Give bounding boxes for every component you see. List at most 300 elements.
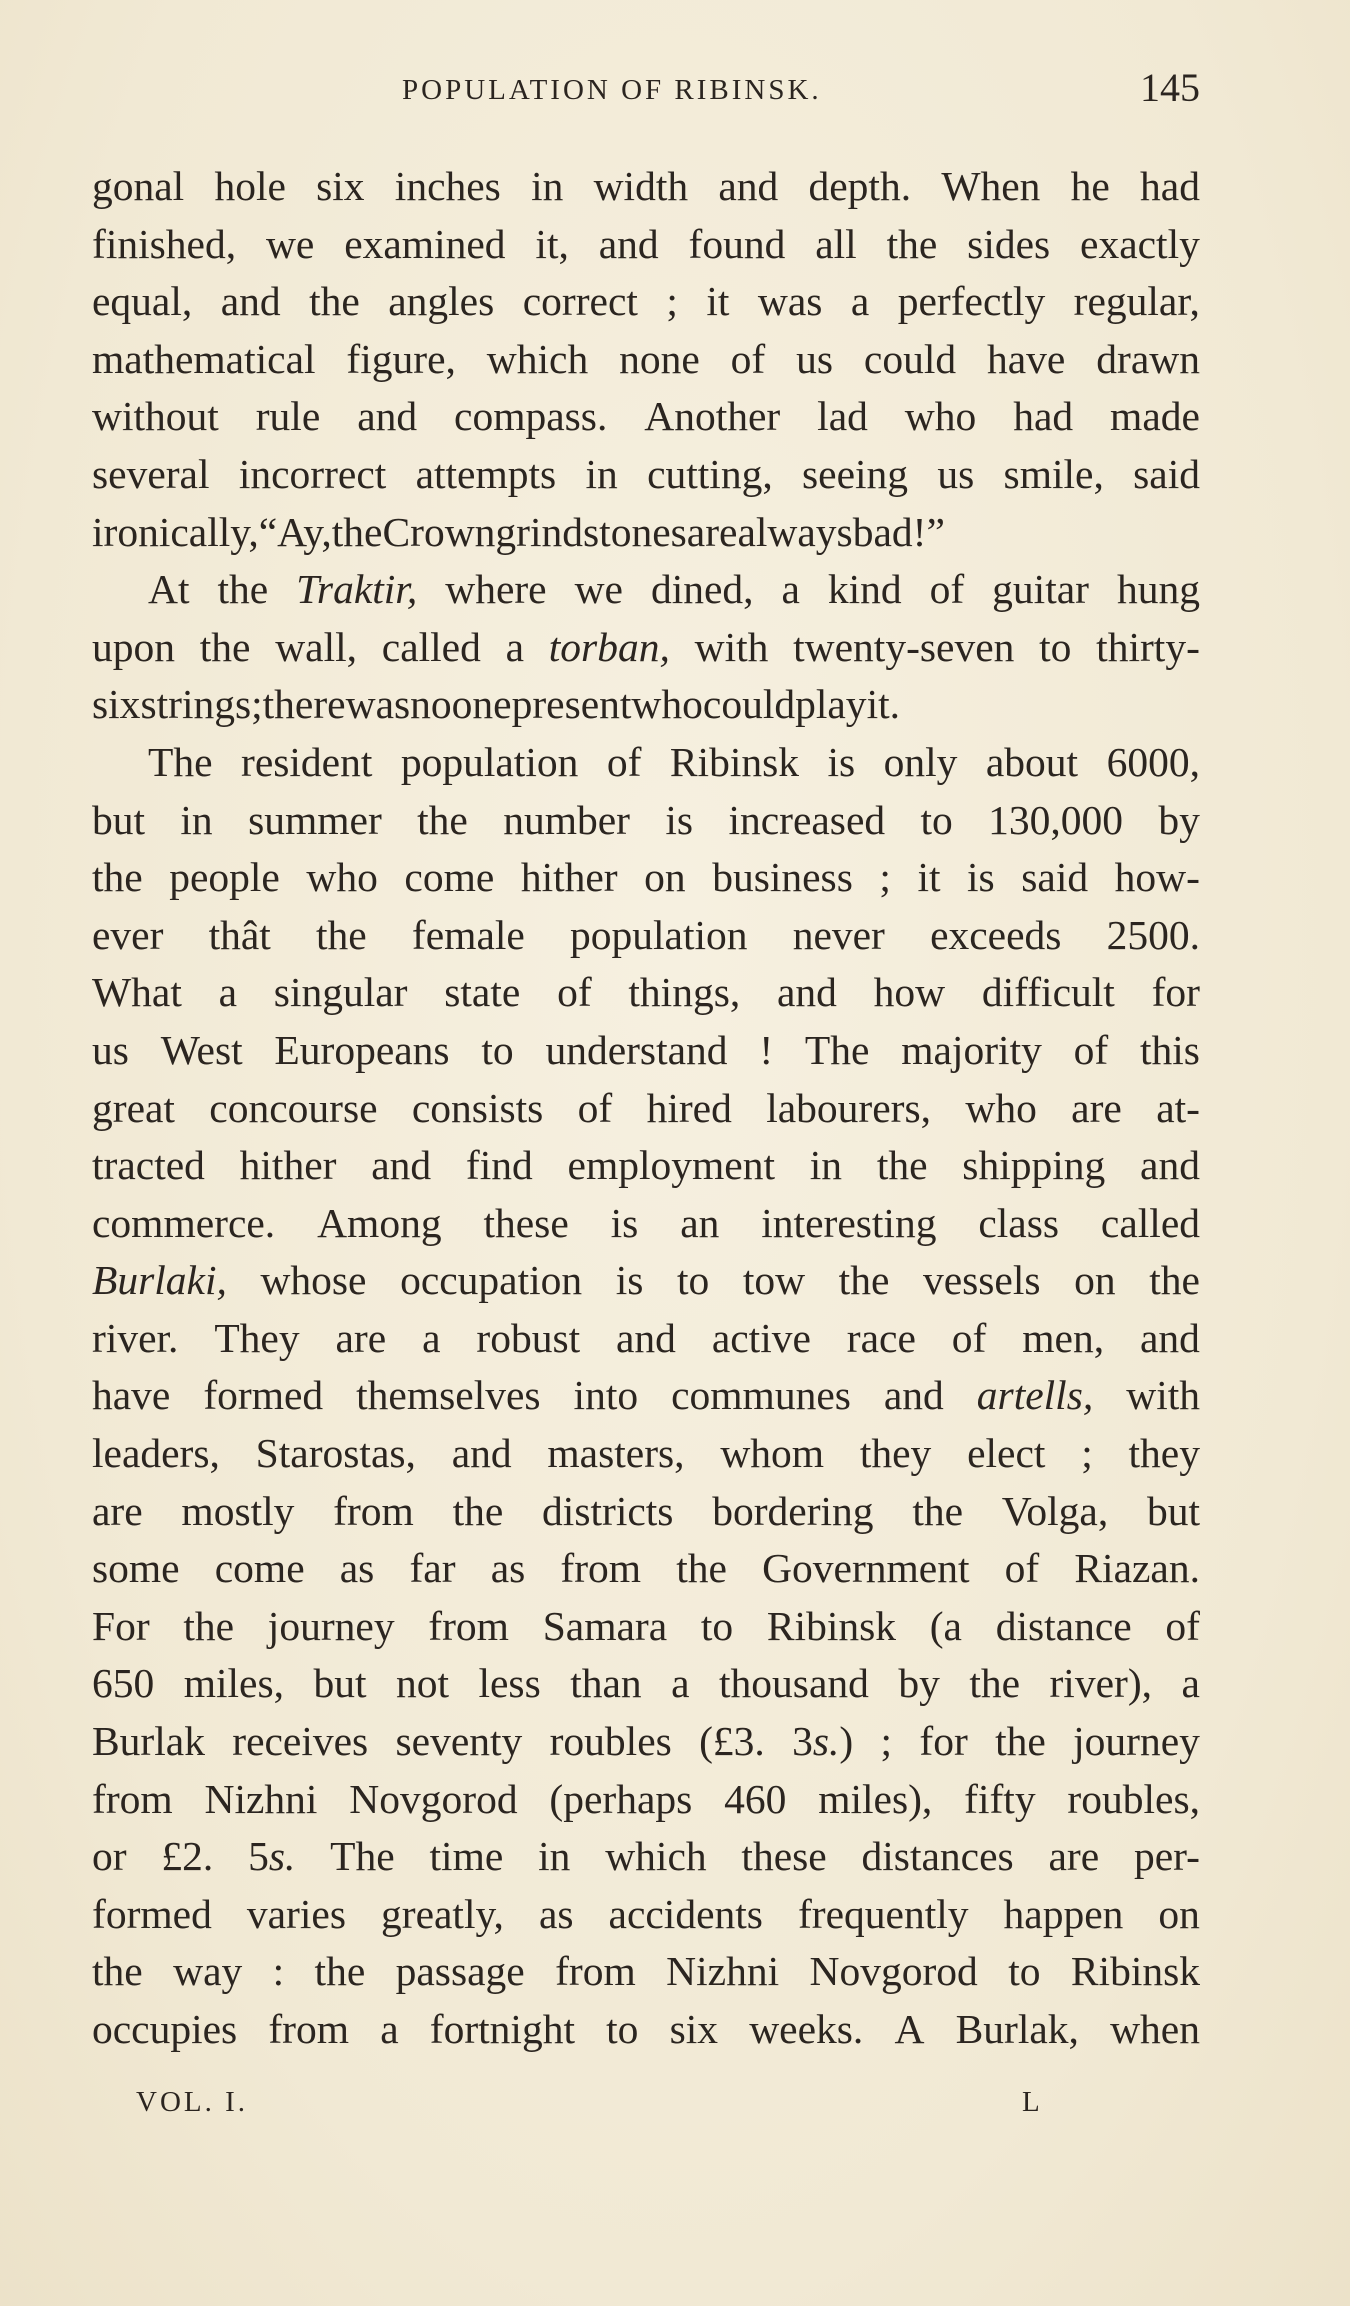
- word: 6000,: [1106, 738, 1200, 785]
- word: passage: [395, 1948, 525, 1995]
- word: these: [741, 1833, 827, 1880]
- word: the: [969, 1660, 1021, 1707]
- word: 2500.: [1106, 911, 1200, 958]
- word: a: [850, 278, 870, 325]
- word: to: [606, 2006, 639, 2052]
- word: the: [838, 1257, 890, 1304]
- word: They: [214, 1314, 300, 1361]
- word: from: [560, 1545, 642, 1592]
- word: angles: [388, 278, 495, 325]
- word: of: [557, 969, 592, 1016]
- word: of: [606, 738, 642, 785]
- word: on: [1074, 1257, 1116, 1304]
- word: examined: [344, 220, 506, 267]
- word: of: [730, 335, 766, 382]
- word: on: [644, 854, 686, 901]
- word: about: [985, 738, 1079, 785]
- word: than: [570, 1660, 642, 1707]
- word: in: [531, 163, 564, 209]
- word: regular,: [1073, 278, 1200, 325]
- text-line: [92, 1771, 1200, 1829]
- signature-mark: L: [1022, 2086, 1043, 2118]
- word: is: [967, 854, 995, 901]
- word: found: [688, 220, 786, 267]
- word: a: [422, 1314, 441, 1361]
- text-line: [92, 216, 1200, 274]
- word: none: [619, 335, 700, 382]
- word: incorrect: [238, 450, 387, 497]
- word: but: [92, 796, 146, 843]
- word: is: [610, 1199, 639, 1246]
- text-line: [92, 1022, 1200, 1080]
- word: :: [272, 1948, 285, 1995]
- word: he: [1070, 163, 1110, 209]
- word: it: [917, 854, 941, 901]
- word: race: [846, 1314, 916, 1361]
- word: Volga,: [1001, 1487, 1109, 1534]
- word: in: [538, 1833, 571, 1880]
- word: and: [451, 1430, 512, 1477]
- word: which: [605, 1833, 707, 1880]
- word: could: [702, 681, 796, 728]
- word: resident: [241, 738, 373, 785]
- word: exceeds: [930, 911, 1062, 958]
- word: population: [400, 738, 579, 785]
- text-line: [92, 1425, 1200, 1483]
- word: had: [1013, 393, 1074, 440]
- word: [792, 1713, 853, 1771]
- word: Ribinsk: [669, 738, 800, 785]
- word: of: [1165, 1602, 1200, 1649]
- word: correct: [522, 278, 638, 325]
- word: and: [598, 220, 659, 267]
- word: us: [92, 1026, 129, 1073]
- italic-word: Burlaki,: [92, 1257, 227, 1304]
- word: rule: [255, 393, 321, 440]
- word: summer: [248, 796, 382, 843]
- word: the: [995, 1718, 1046, 1765]
- word: and: [718, 163, 779, 209]
- word: all: [815, 220, 857, 267]
- word: journey: [1073, 1718, 1200, 1765]
- word: called: [1100, 1199, 1200, 1246]
- word: and: [357, 393, 418, 440]
- word: at-: [1156, 1084, 1200, 1131]
- word: distance: [995, 1602, 1132, 1649]
- word: singular: [273, 969, 408, 1016]
- text-line: [92, 561, 1200, 619]
- word: it.: [866, 681, 900, 728]
- word: of: [1004, 1545, 1040, 1592]
- word: ever: [92, 911, 164, 958]
- word: increased: [728, 796, 886, 843]
- word: majority: [901, 1026, 1042, 1073]
- word: compass.: [454, 393, 608, 440]
- text-line: [92, 1713, 1200, 1771]
- word: from: [92, 1775, 173, 1822]
- word: they: [1128, 1430, 1200, 1477]
- word: several: [92, 450, 210, 497]
- word: Burlak: [92, 1718, 205, 1765]
- word: Nizhni: [204, 1775, 318, 1822]
- word: without: [92, 393, 219, 440]
- word: whose: [260, 1257, 367, 1304]
- word: the: [676, 1545, 727, 1592]
- italic-word: s.: [812, 1718, 840, 1765]
- word: tow: [742, 1257, 806, 1304]
- italic-word: s.: [268, 1833, 296, 1880]
- word: miles,: [183, 1660, 285, 1707]
- word: commerce.: [92, 1199, 276, 1246]
- word: a: [671, 1660, 690, 1707]
- word: !”: [912, 508, 945, 555]
- word: What: [92, 969, 182, 1016]
- word: occupation: [400, 1257, 583, 1304]
- word: weeks.: [749, 2006, 864, 2052]
- word: some: [92, 1545, 180, 1592]
- word: by: [898, 1660, 940, 1707]
- word: of: [929, 566, 965, 613]
- word: people: [169, 854, 280, 901]
- word: exactly: [1080, 220, 1200, 267]
- word: by: [1158, 796, 1200, 843]
- word: come: [214, 1545, 305, 1592]
- text-line: [92, 619, 1200, 677]
- word: The: [804, 1026, 870, 1073]
- word: us: [937, 450, 975, 497]
- text-line: [92, 849, 1200, 907]
- text-line: [92, 964, 1200, 1022]
- word: six: [669, 2006, 719, 2052]
- word: are: [686, 508, 738, 555]
- word: ironically,: [92, 508, 259, 555]
- italic-word: artells,: [976, 1372, 1094, 1419]
- word: [248, 1828, 295, 1886]
- word: whom: [720, 1430, 825, 1477]
- word: from: [333, 1487, 414, 1534]
- word: hung: [1116, 566, 1200, 613]
- word: come: [404, 854, 495, 901]
- word: are: [1071, 1084, 1122, 1131]
- word: Another: [644, 393, 781, 440]
- word: and: [220, 278, 281, 325]
- word: Among: [317, 1199, 442, 1246]
- word: population: [570, 911, 748, 958]
- word: the: [183, 1602, 235, 1649]
- word: the: [217, 566, 269, 613]
- text-line: [92, 907, 1200, 965]
- word: kind: [827, 566, 902, 613]
- word: said: [1133, 450, 1200, 497]
- word: ;: [251, 681, 263, 728]
- word: or: [92, 1833, 127, 1880]
- word: a: [1181, 1660, 1200, 1707]
- word: receives: [232, 1718, 369, 1765]
- word: a: [218, 969, 238, 1016]
- word: and: [1139, 1314, 1200, 1361]
- word: masters,: [547, 1430, 685, 1477]
- word: mathematical: [92, 335, 316, 382]
- word: ;: [879, 854, 891, 901]
- word: called: [381, 623, 481, 670]
- word: 650: [92, 1660, 155, 1707]
- word: in: [809, 1142, 843, 1189]
- word: Nizhni: [666, 1948, 780, 1995]
- word: wall,: [275, 623, 358, 670]
- word: roubles: [549, 1718, 672, 1765]
- word: they: [859, 1430, 932, 1477]
- word: !: [759, 1026, 774, 1073]
- word: vessels: [922, 1257, 1041, 1304]
- word: hither: [239, 1142, 337, 1189]
- word: no: [410, 681, 452, 728]
- word: £2.: [161, 1833, 214, 1880]
- text-line: [92, 2001, 1200, 2059]
- word: figure,: [346, 335, 456, 382]
- word: 5: [248, 1833, 269, 1880]
- word: Novgorod: [349, 1775, 518, 1822]
- word: of: [577, 1084, 613, 1131]
- word: us: [796, 335, 834, 382]
- word: ): [839, 1718, 854, 1765]
- text-line: [92, 1598, 1200, 1656]
- word: formed: [92, 1890, 212, 1937]
- word: Ribinsk: [1070, 1948, 1200, 1995]
- word: attempts: [415, 450, 557, 497]
- word: river.: [92, 1314, 179, 1361]
- running-head-title: POPULATION OF RIBINSK.: [402, 74, 822, 106]
- word: as: [538, 1890, 574, 1937]
- text-line: [92, 1252, 1200, 1310]
- word: interesting: [761, 1199, 937, 1246]
- word: seventy: [395, 1718, 523, 1765]
- word: themselves: [356, 1372, 541, 1419]
- word: (£3.: [699, 1718, 765, 1765]
- word: ;: [880, 1718, 893, 1765]
- word: distances: [861, 1833, 1014, 1880]
- word: who: [965, 1084, 1037, 1131]
- word: upon: [92, 623, 175, 670]
- word: 3: [792, 1718, 813, 1765]
- word: the: [1149, 1257, 1200, 1304]
- word: lad: [817, 393, 868, 440]
- word: Novgorod: [809, 1948, 978, 1995]
- word: business: [712, 854, 853, 901]
- word: active: [711, 1314, 811, 1361]
- word: to: [1008, 1948, 1041, 1995]
- word: twenty-seven: [793, 623, 1015, 670]
- text-line: [92, 1137, 1200, 1195]
- word: from: [428, 1602, 509, 1649]
- word: seeing: [802, 450, 909, 497]
- word: only: [883, 738, 958, 785]
- text-line: [92, 1655, 1200, 1713]
- word: with: [694, 623, 769, 670]
- word: the: [199, 623, 251, 670]
- word: the: [452, 1487, 504, 1534]
- word: Europeans: [274, 1026, 450, 1073]
- word: The: [330, 1833, 395, 1880]
- word: was: [345, 681, 411, 728]
- word: and: [776, 969, 837, 1016]
- word: leaders,: [92, 1430, 220, 1477]
- word: on: [1158, 1890, 1200, 1937]
- word: 130,000: [988, 796, 1124, 843]
- word: the: [876, 1142, 928, 1189]
- text-line: [92, 1886, 1200, 1944]
- word: and: [883, 1372, 944, 1419]
- word: have: [92, 1372, 171, 1419]
- word: strings: [140, 681, 252, 728]
- word: six: [316, 163, 365, 209]
- word: width: [593, 163, 689, 209]
- word: A: [894, 2006, 925, 2052]
- word: are: [1048, 1833, 1100, 1880]
- word: robust: [476, 1314, 581, 1361]
- text-line: [92, 676, 1200, 734]
- word: frequently: [797, 1890, 969, 1937]
- word: things,: [628, 969, 741, 1016]
- text-line: [92, 504, 1200, 562]
- word: way: [173, 1948, 243, 1995]
- word: Starostas,: [255, 1430, 416, 1477]
- word: when: [1110, 2006, 1200, 2052]
- text-line: [92, 1943, 1200, 2001]
- word: districts: [542, 1487, 674, 1534]
- word: sides: [967, 220, 1051, 267]
- word: Burlak,: [955, 2006, 1079, 2052]
- word: [813, 1718, 853, 1764]
- word: Samara: [542, 1602, 668, 1649]
- word: six: [92, 681, 141, 728]
- text-line: [92, 1828, 1200, 1886]
- word: class: [978, 1199, 1060, 1246]
- word: occupies: [92, 2006, 238, 2052]
- word: guitar: [992, 566, 1089, 613]
- word: grindstones: [495, 508, 687, 555]
- word: in: [180, 796, 213, 843]
- word: and: [1140, 1142, 1200, 1189]
- word: hole: [214, 163, 286, 209]
- word: to: [920, 796, 953, 843]
- word: find: [465, 1142, 533, 1189]
- word: greatly,: [381, 1890, 504, 1937]
- word: was: [757, 278, 823, 325]
- word: are: [335, 1314, 387, 1361]
- text-line: [92, 446, 1200, 504]
- word: difficult: [981, 969, 1115, 1016]
- word: gonal: [92, 163, 185, 209]
- word: hither: [520, 854, 618, 901]
- word: the: [331, 508, 383, 555]
- word: labourers,: [766, 1084, 931, 1131]
- word: the: [316, 911, 367, 958]
- word: West: [160, 1026, 243, 1073]
- word: consists: [411, 1084, 544, 1131]
- word: fifty: [964, 1775, 1036, 1822]
- word: into: [573, 1372, 639, 1419]
- word: but: [1146, 1487, 1200, 1534]
- word: fortnight: [429, 2006, 575, 2052]
- word: of: [1073, 1026, 1109, 1073]
- word: communes: [671, 1372, 851, 1419]
- word: far: [409, 1545, 456, 1592]
- running-head: [92, 62, 1200, 122]
- text-line: [92, 1483, 1200, 1541]
- word: river),: [1049, 1660, 1153, 1707]
- word: who: [631, 681, 703, 728]
- body-text: [92, 158, 1200, 2059]
- word: is: [665, 796, 694, 843]
- word: formed: [203, 1372, 324, 1419]
- word: men,: [1022, 1314, 1105, 1361]
- word: cutting,: [647, 450, 773, 497]
- word: 460: [724, 1775, 787, 1822]
- word: to: [676, 1257, 710, 1304]
- word: (a: [929, 1602, 962, 1649]
- text-line: [92, 734, 1200, 792]
- volume-label: VOL. I.: [136, 2086, 249, 2118]
- word: thât: [208, 911, 271, 958]
- word: drawn: [1096, 335, 1200, 382]
- word: a: [380, 2006, 399, 2052]
- italic-word: torban,: [548, 623, 670, 670]
- word: a: [505, 623, 525, 670]
- word: we: [574, 566, 623, 613]
- word: but: [313, 1660, 367, 1707]
- word: dined,: [650, 566, 754, 613]
- word: bordering: [712, 1487, 874, 1534]
- word: happen: [1003, 1890, 1124, 1937]
- word: thirty-: [1096, 623, 1200, 670]
- word: At: [148, 566, 190, 613]
- word: the: [912, 1487, 964, 1534]
- word: an: [680, 1199, 720, 1246]
- word: elect: [967, 1430, 1046, 1477]
- word: Riazan.: [1074, 1545, 1200, 1592]
- text-line: [92, 1195, 1200, 1253]
- word: journey: [267, 1602, 395, 1649]
- text-line: [92, 273, 1200, 331]
- text-line: [92, 1540, 1200, 1598]
- text-line: [92, 1080, 1200, 1138]
- word: how-: [1114, 854, 1200, 901]
- word: (perhaps: [549, 1775, 693, 1822]
- word: inches: [394, 163, 501, 209]
- word: Ribinsk: [766, 1602, 896, 1649]
- word: Government: [762, 1545, 970, 1592]
- word: could: [863, 335, 957, 382]
- word: understand: [545, 1026, 728, 1073]
- word: finished,: [92, 220, 237, 267]
- italic-word: Traktir,: [296, 566, 418, 613]
- word: less: [478, 1660, 541, 1707]
- word: ;: [1081, 1430, 1093, 1477]
- text-line: [92, 388, 1200, 446]
- word: with: [1126, 1372, 1200, 1419]
- word: The: [148, 738, 213, 785]
- word: is: [615, 1257, 644, 1304]
- word: as: [339, 1545, 375, 1592]
- word: to: [481, 1026, 514, 1073]
- word: state: [444, 969, 521, 1016]
- text-line: [92, 1310, 1200, 1368]
- word: When: [941, 163, 1041, 209]
- word: the: [417, 796, 468, 843]
- word: equal,: [92, 278, 193, 325]
- text-line: [92, 331, 1200, 389]
- word: roubles,: [1067, 1775, 1200, 1822]
